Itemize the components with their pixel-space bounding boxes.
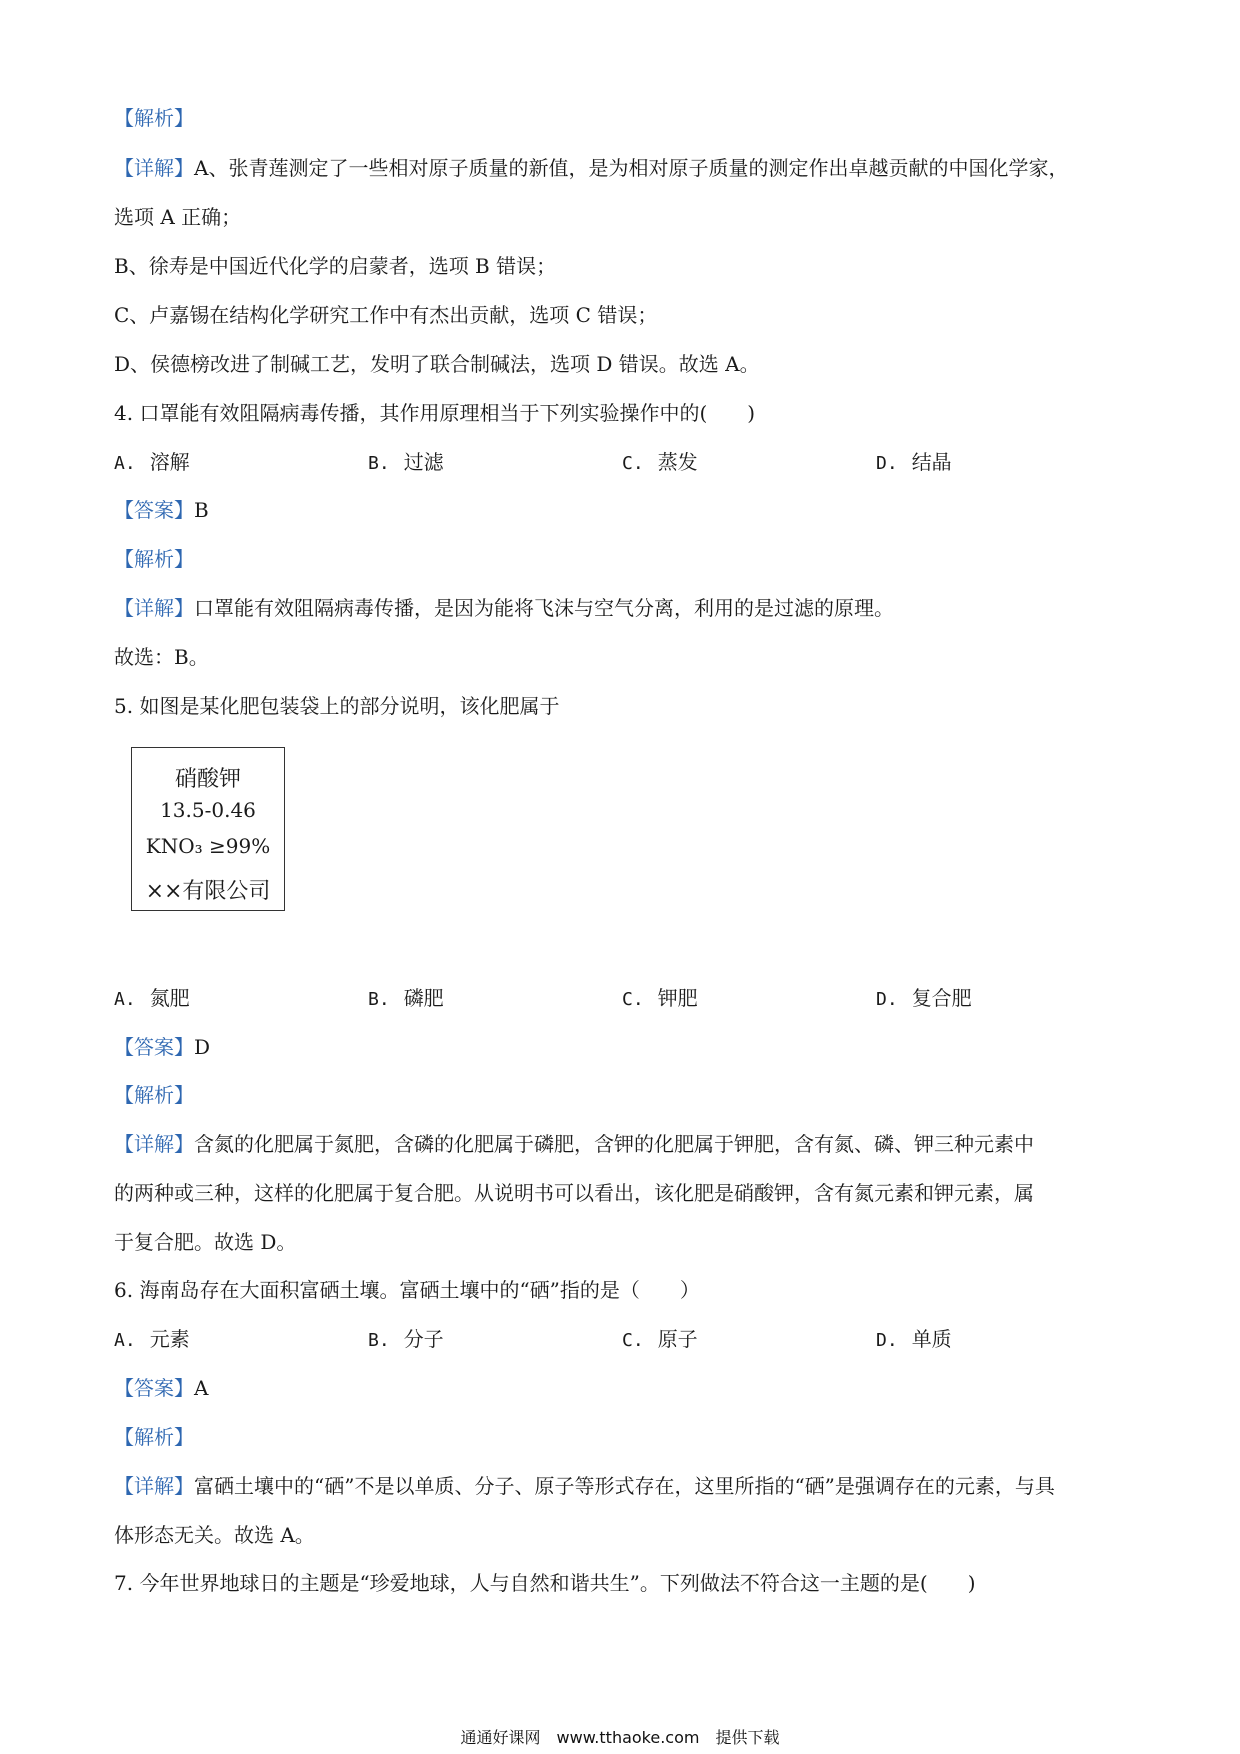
q3-detail-text-1: A、张青莲测定了一些相对原子质量的新值，是为相对原子质量的测定作出卓越贡献的中国化学家， <box>194 156 1069 180</box>
q5-detail-line-1 <box>114 1130 1034 1158</box>
q6-detail-line-2: 体形态无关。故选 A。 <box>114 1523 315 1547</box>
q6-answer-value: A <box>194 1376 209 1400</box>
q4-options <box>114 448 1134 476</box>
q4-answer-tag: 【答案】 <box>114 498 194 522</box>
q4-answer <box>114 496 209 524</box>
q4-option-a: A. 溶解 <box>114 450 190 474</box>
q3-line-b: B、徐寿是中国近代化学的启蒙者，选项 B 错误； <box>114 254 557 278</box>
q3-line-c: C、卢嘉锡在结构化学研究工作中有杰出贡献，选项 C 错误； <box>114 303 658 327</box>
q6-answer-tag: 【答案】 <box>114 1376 194 1400</box>
q5-answer <box>114 1033 210 1061</box>
q5-detail-tag: 【详解】 <box>114 1132 194 1156</box>
q4-option-b: B. 过滤 <box>368 450 444 474</box>
q5-analysis-tag: 【解析】 <box>114 1083 194 1107</box>
q6-answer <box>114 1374 208 1402</box>
q4-answer-value: B <box>194 498 209 522</box>
q4-detail-line-1 <box>114 594 894 622</box>
q3-detail-line-1 <box>114 154 1068 182</box>
q5-detail-line-2: 的两种或三种，这样的化肥属于复合肥。从说明书可以看出，该化肥是硝酸钾，含有氮元素和钾元素，属 <box>114 1181 1034 1205</box>
q5-option-c: C. 钾肥 <box>622 986 698 1010</box>
q6-options <box>114 1325 1134 1353</box>
q4-question: 4. 口罩能有效阻隔病毒传播，其作用原理相当于下列实验操作中的( ) <box>114 401 756 425</box>
q3-detail-tag: 【详解】 <box>114 156 194 180</box>
page-footer: 通通好课网 www.tthaoke.com 提供下载 <box>460 1728 780 1747</box>
label-code: 13.5-0.46 <box>160 798 256 822</box>
q6-option-d: D. 单质 <box>876 1327 952 1351</box>
q7-question: 7. 今年世界地球日的主题是“珍爱地球，人与自然和谐共生”。下列做法不符合这一主题的是( ) <box>114 1571 976 1595</box>
q4-detail-line-2: 故选：B。 <box>114 645 209 669</box>
q6-question: 6. 海南岛存在大面积富硒土壤。富硒土壤中的“硒”指的是（ ） <box>114 1278 700 1302</box>
q6-option-a: A. 元素 <box>114 1327 190 1351</box>
q5-option-d: D. 复合肥 <box>876 986 972 1010</box>
q3-analysis-tag: 【解析】 <box>114 106 194 130</box>
q5-question: 5. 如图是某化肥包装袋上的部分说明，该化肥属于 <box>114 694 560 718</box>
q4-detail-text-1: 口罩能有效阻隔病毒传播，是因为能将飞沫与空气分离，利用的是过滤的原理。 <box>194 596 894 620</box>
q4-option-d: D. 结晶 <box>876 450 952 474</box>
q5-option-b: B. 磷肥 <box>368 986 444 1010</box>
q5-detail-line-3: 于复合肥。故选 D。 <box>114 1230 297 1254</box>
q6-detail-line-1 <box>114 1472 1055 1500</box>
q6-option-c: C. 原子 <box>622 1327 698 1351</box>
q5-answer-value: D <box>194 1035 211 1059</box>
q4-detail-tag: 【详解】 <box>114 596 194 620</box>
q6-analysis-tag: 【解析】 <box>114 1425 194 1449</box>
q6-detail-text-1: 富硒土壤中的“硒”不是以单质、分子、原子等形式存在，这里所指的“硒”是强调存在的元素，与具 <box>194 1474 1055 1498</box>
label-name: 硝酸钾 <box>174 767 241 792</box>
fertilizer-label-figure <box>131 747 285 911</box>
q5-options <box>114 984 1134 1012</box>
q3-line-d: D、侯德榜改进了制碱工艺，发明了联合制碱法，选项 D 错误。故选 A。 <box>114 352 760 376</box>
q3-detail-line-2: 选项 A 正确； <box>114 205 242 229</box>
q6-option-b: B. 分子 <box>368 1327 444 1351</box>
q5-option-a: A. 氮肥 <box>114 986 190 1010</box>
q5-answer-tag: 【答案】 <box>114 1035 194 1059</box>
q4-analysis-tag: 【解析】 <box>114 547 194 571</box>
label-company: ××有限公司 <box>145 879 271 904</box>
q5-detail-text-1: 含氮的化肥属于氮肥，含磷的化肥属于磷肥，含钾的化肥属于钾肥，含有氮、磷、钾三种元素中 <box>194 1132 1034 1156</box>
label-formula: KNO₃ ≥99% <box>145 834 271 858</box>
q4-option-c: C. 蒸发 <box>622 450 698 474</box>
q6-detail-tag: 【详解】 <box>114 1474 194 1498</box>
